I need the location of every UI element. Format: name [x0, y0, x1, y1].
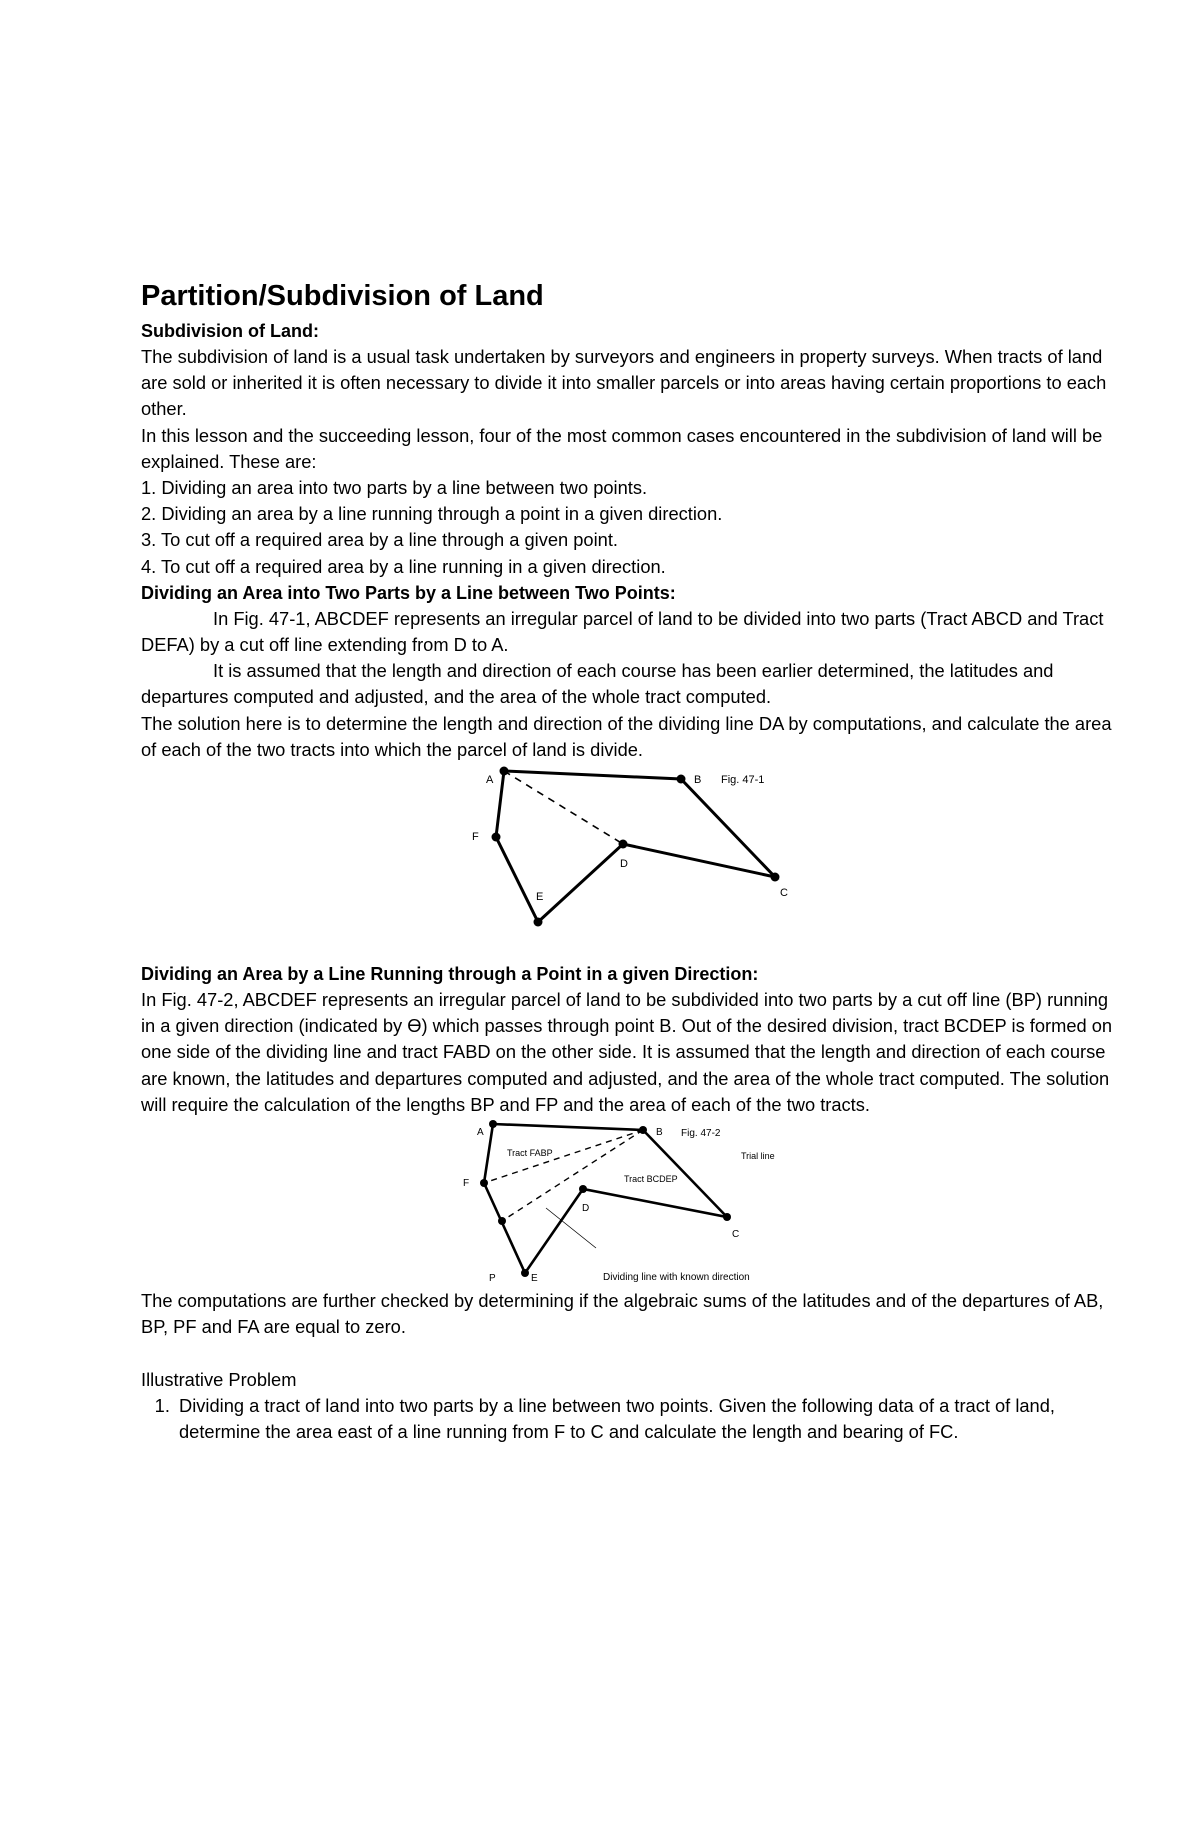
label-e: E	[536, 891, 544, 904]
paragraph: It is assumed that the length and direction of each course has been earlier determined, the latitudes and departures computed and adjusted, and the area of the whole tract computed.	[141, 660, 1054, 708]
label-a: A	[486, 774, 494, 787]
label-b: B	[656, 1127, 663, 1139]
vertex-e	[534, 918, 543, 927]
case-item: 3. To cut off a required area by a line through a given point.	[141, 529, 618, 551]
trial-line-label: Trial line	[741, 1151, 775, 1162]
label-c: C	[780, 887, 788, 900]
vertex-e	[521, 1269, 529, 1277]
label-c: C	[732, 1229, 740, 1241]
problem-heading: Illustrative Problem	[141, 1368, 297, 1390]
vertex-a	[500, 767, 509, 776]
label-f: F	[463, 1178, 470, 1190]
tract-left-label: Tract FABP	[507, 1148, 553, 1159]
problem-list	[141, 1393, 1121, 1445]
vertex-c	[723, 1213, 731, 1221]
vertex-c	[771, 873, 780, 882]
label-f: F	[472, 831, 479, 844]
section-heading-two-points: Dividing an Area into Two Parts by a Line between Two Points:	[141, 582, 676, 603]
vertex-f	[492, 833, 501, 842]
paragraph: In this lesson and the succeeding lesson, four of the most common cases encountered in the subdivision of land will be explained. These are:	[141, 424, 1103, 472]
figure-47-2	[141, 1118, 1121, 1288]
figure-47-1	[141, 763, 1121, 961]
vertex-b	[639, 1126, 647, 1134]
case-item: 2. Dividing an area by a line running through a point in a given direction.	[141, 503, 723, 525]
vertex-d	[619, 840, 628, 849]
label-a: A	[477, 1127, 484, 1139]
problem-item: 1. Dividing a tract of land into two parts by a line between two points. Given the following data of a tract of land, determine the area east of a line running from F to C and calculate the length and bearing of FC.	[175, 1393, 1121, 1445]
paragraph: In Fig. 47-1, ABCDEF represents an irregular parcel of land to be divided into two parts (Tract ABCD and Tract DEFA) by a cut off line extending from D to A.	[141, 607, 1104, 656]
label-d: D	[620, 858, 628, 871]
dividing-line-da	[504, 771, 623, 844]
point-p	[498, 1217, 506, 1225]
leader-line	[546, 1208, 596, 1248]
case-item: 1. Dividing an area into two parts by a line between two points.	[141, 477, 648, 499]
figure-caption: Fig. 47-2	[681, 1128, 721, 1140]
vertex-d	[579, 1185, 587, 1193]
label-b: B	[694, 774, 702, 787]
figure-caption: Fig. 47-1	[721, 774, 765, 787]
label-d: D	[582, 1203, 590, 1215]
paragraph: The computations are further checked by determining if the algebraic sums of the latitudes and of the departures of AB, BP, PF and FA are equal to zero.	[141, 1290, 1104, 1338]
parcel-outline	[484, 1124, 727, 1273]
spacer	[141, 1340, 1121, 1366]
label-p: P	[489, 1273, 496, 1285]
page-title: Partition/Subdivision of Land	[141, 280, 544, 312]
paragraph: In Fig. 47-2, ABCDEF represents an irregular parcel of land to be subdivided into two parts by a cut off line (BP) running in a given direction (indicated by Ɵ) which passes through point B. Out of the desired division, tract BCDEP is formed on one side of the dividing line and tract FABD on the other side. It is assumed that the length and direction of each course are known, the latitudes and departures computed and adjusted, and the area of the whole tract computed. The solution will require the calculation of the lengths BP and FP and the area of each of the two tracts.	[141, 989, 1113, 1115]
vertex-f	[480, 1179, 488, 1187]
paragraph: The subdivision of land is a usual task undertaken by surveyors and engineers in property surveys. When tracts of land are sold or inherited it is often necessary to divide it into smaller parcels or into areas having certain proportions to each other.	[141, 346, 1107, 420]
dividing-line-label: Dividing line with known direction	[603, 1272, 750, 1284]
vertex-a	[489, 1120, 497, 1128]
label-e: E	[531, 1273, 538, 1285]
document-page	[141, 278, 1121, 1445]
section-heading-given-direction: Dividing an Area by a Line Running through a Point in a given Direction:	[141, 964, 759, 985]
dividing-line-bp	[502, 1130, 643, 1221]
paragraph: The solution here is to determine the length and direction of the dividing line DA by computations, and calculate the area of each of the two tracts into which the parcel of land is divide.	[141, 712, 1112, 760]
vertex-b	[677, 775, 686, 784]
tract-right-label: Tract BCDEP	[624, 1174, 678, 1185]
case-item: 4. To cut off a required area by a line running in a given direction.	[141, 555, 666, 577]
section-heading-subdivision: Subdivision of Land:	[141, 321, 319, 341]
